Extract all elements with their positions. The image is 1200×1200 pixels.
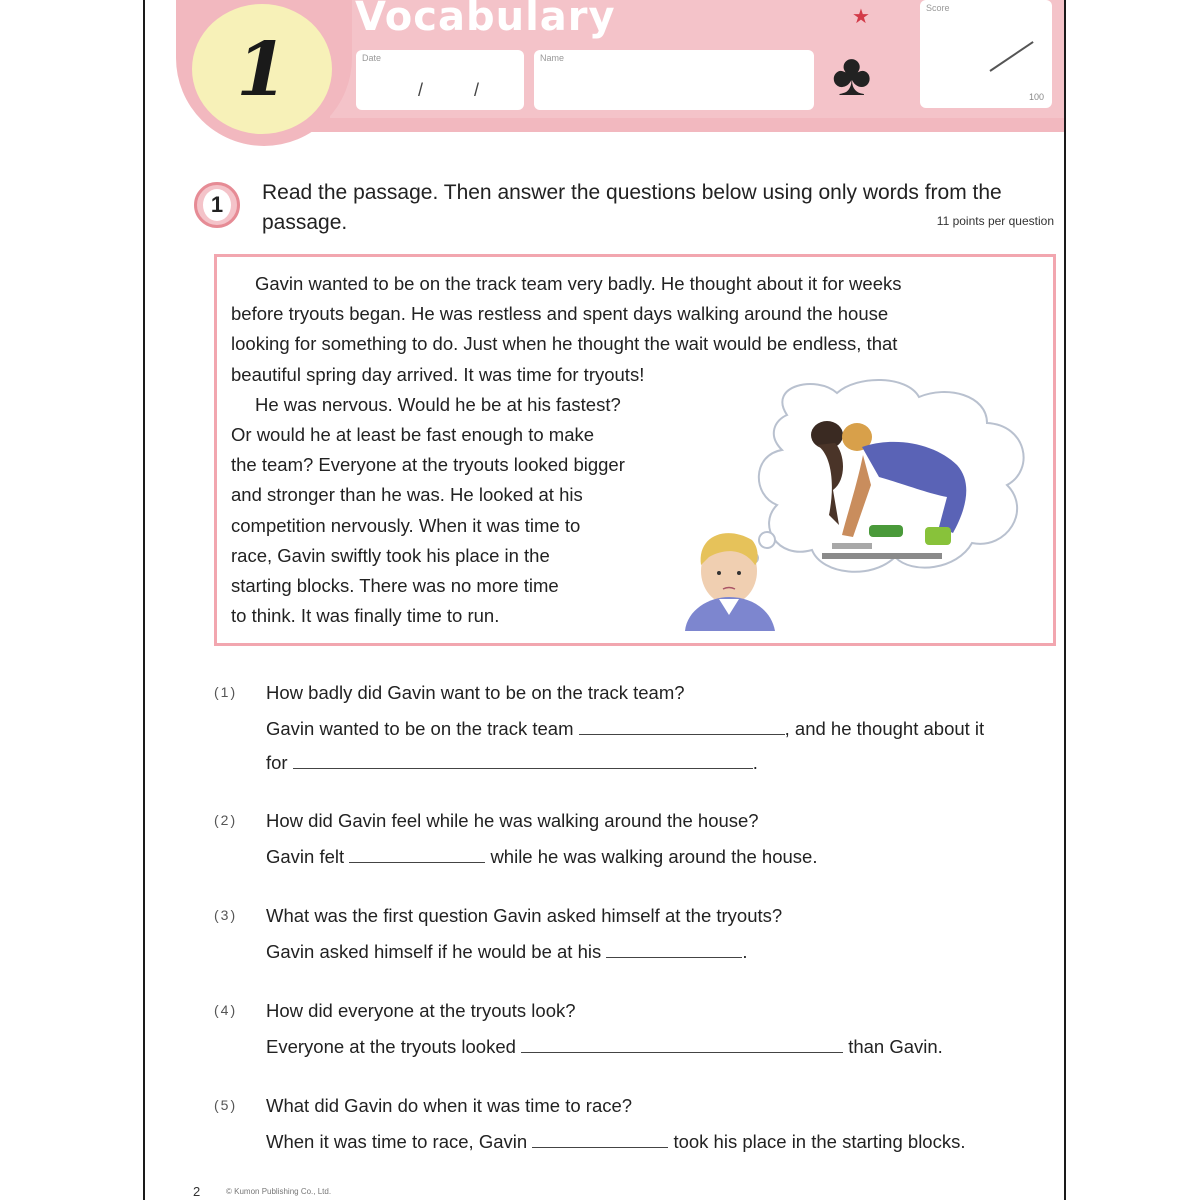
runner-illustration (657, 375, 1057, 631)
question-number: (4) (214, 1002, 238, 1018)
passage-line: Gavin wanted to be on the track team very badly. He thought about it for weeks (255, 273, 902, 294)
passage-line: beautiful spring day arrived. It was time for tryouts! (231, 363, 645, 385)
question-text: How badly did Gavin want to be on the track team? (266, 682, 685, 703)
instructions-text: Read the passage. Then answer the questions below using only words from the passage. (262, 181, 1002, 234)
unit-number: 1 (236, 27, 288, 113)
passage-box (214, 254, 1056, 646)
club-icon: ♣ (832, 41, 872, 108)
page-border-left (143, 0, 145, 1200)
question-text: How did Gavin feel while he was walking around the house? (266, 810, 759, 831)
answer-line (266, 844, 817, 868)
passage-line: looking for something to do. Just when he thought the wait would be endless, that (231, 333, 898, 355)
answer-suffix: took his place in the starting blocks. (673, 1131, 966, 1152)
answer-blank[interactable] (606, 939, 742, 958)
answer-suffix: . (742, 941, 748, 962)
passage-line: to think. It was finally time to run. (231, 605, 500, 627)
date-field[interactable] (356, 50, 524, 110)
passage-line: Or would he at least be fast enough to make (231, 424, 595, 446)
answer-prefix: Gavin wanted to be on the track team (266, 718, 574, 739)
question-text: What was the first question Gavin asked himself at the tryouts? (266, 905, 783, 926)
score-label: Score (926, 3, 950, 13)
score-total: 100 (1028, 92, 1044, 102)
answer-suffix: while he was walking around the house. (490, 846, 818, 867)
copyright: © Kumon Publishing Co., Ltd. (226, 1187, 332, 1196)
star-icon: ★ (852, 6, 870, 28)
question-number: (3) (214, 907, 238, 923)
question-number: (5) (214, 1097, 238, 1113)
passage-line: competition nervously. When it was time to (231, 514, 581, 536)
answer-blank[interactable] (579, 716, 785, 735)
question-number: (1) (214, 684, 238, 700)
answer-suffix: than Gavin. (848, 1036, 943, 1057)
answer-prefix: Gavin asked himself if he would be at his (266, 941, 602, 962)
answer-suffix: , and he thought about it (784, 718, 985, 739)
question-number: (2) (214, 812, 238, 828)
answer-line (266, 939, 748, 963)
page-title: Vocabulary (355, 0, 616, 40)
answer-prefix: for (266, 752, 288, 773)
answer-blank[interactable] (532, 1129, 668, 1148)
points-per-question: 11 points per question (936, 214, 1054, 228)
page-number: 2 (193, 1184, 201, 1199)
answer-line (266, 1034, 943, 1058)
passage-line: and stronger than he was. He looked at his (231, 484, 583, 506)
page-border-right (1064, 0, 1066, 1200)
passage-line: He was nervous. Would he be at his fastest? (255, 393, 621, 415)
passage-line: before tryouts began. He was restless and spent days walking around the house (231, 303, 889, 325)
answer-prefix: Gavin felt (266, 846, 345, 867)
date-label: Date (362, 53, 382, 63)
score-divider (989, 41, 1033, 72)
answer-line (266, 750, 758, 774)
section-number: 1 (203, 189, 231, 221)
answer-blank[interactable] (521, 1034, 843, 1053)
question-text: How did everyone at the tryouts look? (266, 1000, 576, 1021)
name-label: Name (540, 53, 565, 63)
section-badge (194, 182, 240, 228)
question-text: What did Gavin do when it was time to race? (266, 1095, 633, 1116)
date-slash: / (418, 80, 424, 100)
score-field[interactable] (920, 0, 1052, 108)
name-field[interactable] (534, 50, 814, 110)
answer-line (266, 716, 984, 740)
passage-line: race, Gavin swiftly took his place in the (231, 544, 550, 566)
answer-prefix: When it was time to race, Gavin (266, 1131, 528, 1152)
date-slash: / (474, 80, 480, 100)
passage-line: starting blocks. There was no more time (231, 575, 559, 597)
boy-icon (685, 533, 775, 631)
answer-blank[interactable] (293, 750, 753, 769)
passage-line: the team? Everyone at the tryouts looked bigger (231, 454, 625, 476)
answer-line (266, 1129, 965, 1153)
answer-blank[interactable] (349, 844, 485, 863)
answer-prefix: Everyone at the tryouts looked (266, 1036, 516, 1057)
answer-suffix: . (752, 752, 758, 773)
